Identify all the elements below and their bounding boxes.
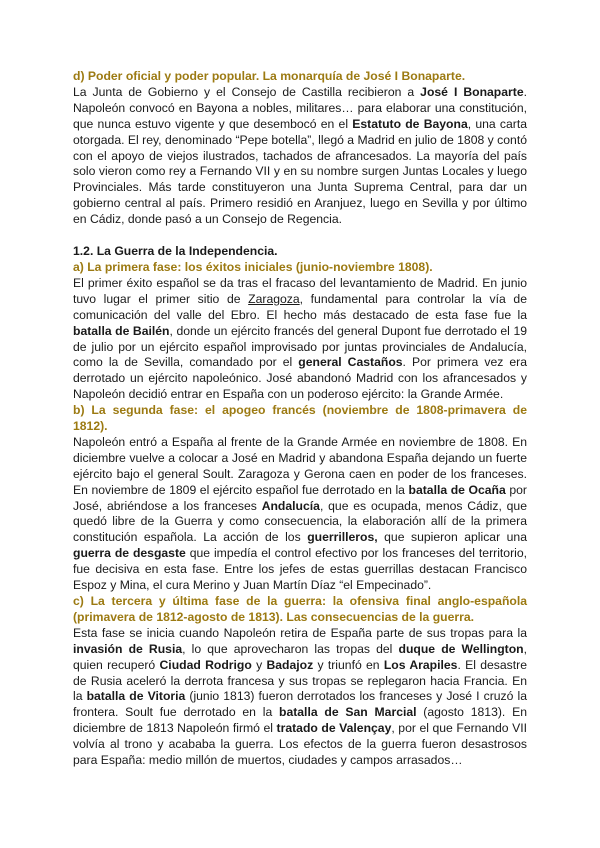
bold-term: Estatuto de Bayona [352,116,468,131]
bold-term: guerrilleros, [307,530,378,545]
section-d-paragraph [73,85,527,228]
text-run: (agosto 1813). En diciembre de 1813 Napoleón firmó el [73,705,527,736]
bold-term: José I Bonaparte [420,84,524,99]
text-run: , por el que Fernando VII volvía al trono y acababa la guerra. Los efectos de la guerra fueron desastrosos para España: medio millón de muertos, ciudades y campos arrasados… [73,721,527,768]
bold-term: Badajoz [266,657,314,672]
text-run: , quien recuperó [73,641,528,672]
text-run: . El desastre de Rusia aceleró la derrota francesa y sus tropas se replegaron hacia Francia. En la [73,657,527,704]
bold-term: Los Arapiles [383,657,458,672]
bold-term: invasión de Rusia [73,641,183,656]
bold-term: batalla de San Marcial [279,705,417,720]
bold-term: guerra de desgaste [73,546,186,561]
section-spacer [73,228,527,244]
section-d-heading: d) Poder oficial y poder popular. La monarquía de José I Bonaparte. [73,69,466,83]
bold-term: batalla de Bailén [73,323,170,338]
text-run: que impedía el control efectivo por los franceses del territorio, fue decisiva en esta fase. Entre los jefes de estas guerrillas destacan Francisco Espoz y Mina, el cura Merino y Juan Martín Díaz “el Empecinado”. [73,546,527,593]
section-c-paragraph [73,626,527,769]
text-run: . Napoleón convocó en Bayona a nobles, militares… para elaborar una constitución, que nunca estuvo vigente y que desembocó en el [73,84,527,131]
text-run: Napoleón entró a España al frente de la Grande Armée en noviembre de 1808. En diciembre vuelve a colocar a José en Madrid y abandona España dejando un fuerte ejército bajo el general Soult. Zaragoza y Gerona caen en poder de los franceses. En noviembre de 1809 el ejército español fue derrotado en la [73,434,527,497]
text-run: por José, abriéndose a los franceses [73,482,527,513]
text-run: La Junta de Gobierno y el Consejo de Castilla recibieron a [73,84,421,99]
text-run: , lo que aprovecharon las tropas del [182,641,399,656]
text-run: El primer éxito español se da tras el fracaso del levantamiento de Madrid. En junio tuvo lugar el primer sitio de [73,275,527,306]
bold-term: tratado de Valençay [276,721,392,736]
text-run: , que es ocupada, menos Cádiz, que quedó libre de la Guerra y como consecuencia, la elaboración allí de la primera constitución española. La acción de los [73,498,527,545]
text-run: Esta fase se inicia cuando Napoleón retira de España parte de sus tropas para la [73,625,527,640]
bold-term: batalla de Ocaña [408,482,506,497]
section-a-heading: a) La primera fase: los éxitos iniciales (junio-noviembre 1808). [73,259,433,274]
bold-term: Ciudad Rodrigo [159,657,252,672]
section-b-heading: b) La segunda fase: el apogeo francés (noviembre de 1808-primavera de 1812). [73,403,527,434]
section-c-heading: c) La tercera y última fase de la guerra: la ofensiva final anglo-española (primavera de 1812-agosto de 1813). Las consecuencias de la guerra. [73,594,527,624]
bold-term: batalla de Vitoria [86,689,186,704]
section-a-paragraph [73,276,527,403]
text-run: . Por primera vez era derrotado un ejército napoleónico. José abandonó Madrid con los afrancesados y Napoleón decidió entrar en España con un poderoso ejército: la Grande Armée. [73,355,527,402]
bold-term: Andalucía [261,498,320,513]
text-run: (junio 1813) fueron derrotados los franceses y José I cruzó la frontera. Soult fue derrotado en la [73,689,527,720]
underlined-term: Zaragoza [248,291,300,306]
text-run: y [251,657,267,672]
bold-term: duque de Wellington [398,641,524,656]
section-b-paragraph [73,435,527,594]
text-run: y triunfó en [313,657,384,672]
bold-term: general Castaños [298,355,403,370]
text-run: que supieron aplicar una [377,530,527,545]
text-run: , donde un ejército francés del general Dupont fue derrotado el 19 de julio por un ejército español improvisado por juntas provinciales de Andalucía, como la de Sevilla, comandado por el [73,323,527,370]
section-1-2-heading: 1.2. La Guerra de la Independencia. [73,244,278,259]
text-run: , fundamental para controlar la vía de comunicación del valle del Ebro. El hecho más destacado de esta fase fue la [73,291,527,322]
text-run: , una carta otorgada. El rey, denominado “Pepe botella”, llegó a Madrid en julio de 1808 y contó con el apoyo de viejos ilustrados, tachados de afrancesados. La mayoría del país solo vieron como rey a Fernando VII y en su nombre surgen Juntas Locales y luego Provinciales. Más tarde constituyeron una Junta Suprema Central, para dar un gobierno central al país. Primero residió en Aranjuez, luego en Sevilla y por último en Cádiz, donde pasó a un Consejo de Regencia. [73,116,527,227]
document-body [73,69,527,769]
